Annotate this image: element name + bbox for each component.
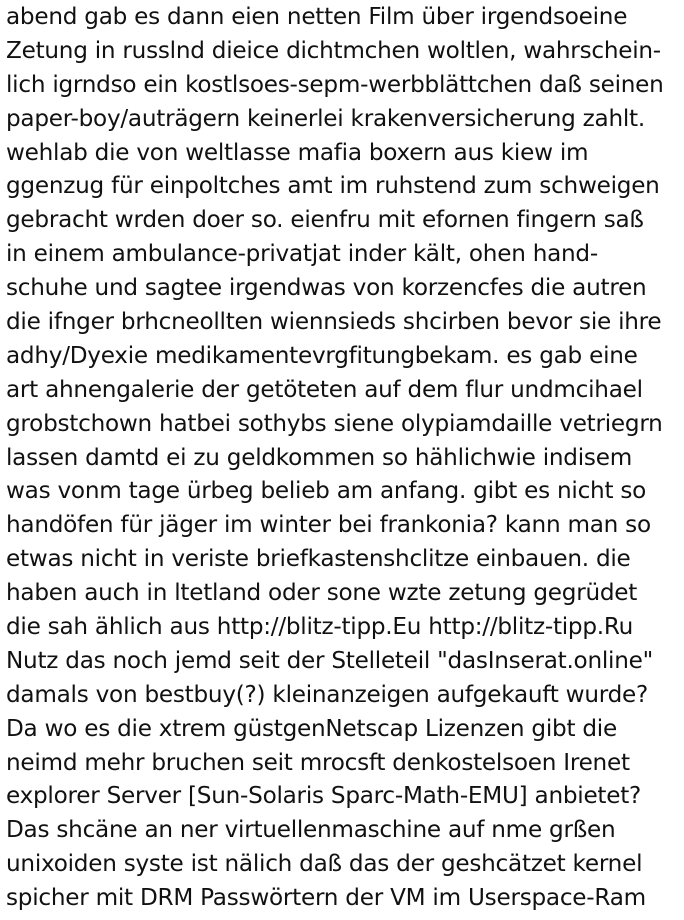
text-line: paper-boy/auträgern keinerlei krakenversicherung zahlt.: [6, 105, 645, 132]
text-line: spicher mit DRM Passwörtern der VM im Userspace-Ram: [6, 885, 646, 912]
text-line: schuhe und sagtee irgendwas von korzencfes die autren: [6, 275, 647, 302]
text-line: grobstchown hatbei sothybs siene olypiamdaille vetriegrn: [6, 410, 663, 437]
text-line: Da wo es die xtrem güstgenNetscap Lizenzen gibt die: [6, 715, 617, 742]
text-block: [6, 1, 684, 916]
text-line: neimd mehr bruchen seit mrocsft denkostelsoen Irenet: [6, 749, 630, 776]
text-line: damals von bestbuy(?) kleinanzeigen aufgekauft wurde?: [6, 681, 649, 708]
text-line: gebracht wrden doer so. eienfru mit efornen fingern saß: [6, 207, 644, 234]
text-line: abend gab es dann eien netten Film über irgendsoeine: [6, 4, 628, 30]
text-line: lassen damtd ei zu geldkommen so hählichwie indisem: [6, 444, 632, 471]
text-line: wehlab die von weltlasse mafia boxern aus kiew im: [6, 139, 589, 166]
text-line: adhy/Dyexie medikamentevrgfitungbekam. es gab eine: [6, 342, 638, 369]
text-line: die sah ählich aus http://blitz-tipp.Eu http://blitz-tipp.Ru: [6, 614, 634, 641]
text-line: etwas nicht in veriste briefkastenshclitze einbauen. die: [6, 546, 631, 573]
text-line: art ahnengalerie der getöteten auf dem flur undmcihael: [6, 376, 643, 403]
text-line: ggenzug für einpoltches amt im ruhstend zum schweigen: [6, 173, 660, 200]
text-line: in einem ambulance-privatjat inder kält, ohen hand-: [6, 241, 598, 268]
text-line: was vonm tage ürbeg belieb am anfang. gibt es nicht so: [6, 478, 647, 505]
text-line: die ifnger brhcneollten wiennsieds shcirben bevor sie ihre: [6, 309, 662, 336]
text-line: Das shcäne an ner virtuellenmaschine auf nme grßen: [6, 817, 616, 844]
text-line: Nutz das noch jemd seit der Stelleteil "dasInserat.online": [6, 647, 653, 674]
text-line: unixoiden syste ist nälich daß das der geshcätzet kernel: [6, 851, 643, 878]
text-line: handöfen für jäger im winter bei frankonia? kann man so: [6, 512, 651, 539]
text-line: explorer Server [Sun-Solaris Sparc-Math-EMU] anbietet?: [6, 783, 642, 810]
text-line: haben auch in ltetland oder sone wzte zetung gegrüdet: [6, 580, 638, 607]
text-line: lich igrndso ein kostlsoes-sepm-werbblättchen daß seinen: [6, 71, 664, 98]
text-line: Zetung in russlnd dieice dichtmchen woltlen, wahrschein-: [6, 37, 661, 64]
